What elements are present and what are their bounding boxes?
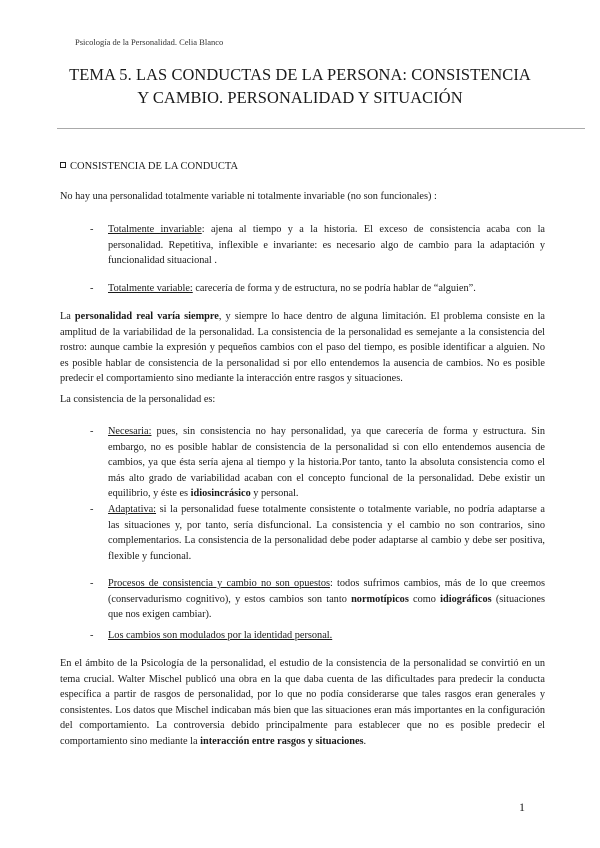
section-heading [60,161,238,172]
dash-bullet: - [90,504,94,515]
section-heading-text: CONSISTENCIA DE LA CONDUCTA [70,161,239,172]
list-item [90,576,545,623]
list-term: Los cambios son modulados por la identidad personal. [108,630,333,641]
list-item [90,222,545,269]
paragraph-intro: No hay una personalidad totalmente variable ni totalmente invariable (no son funcionales) : [60,191,437,202]
list-term: Totalmente variable: [108,283,193,294]
dash-bullet: - [90,224,94,235]
list-text: pues, sin consistencia no hay personalidad, ya que carecería de forma y estructura. Sin embargo, no es posible hablar de consistencia de la personalidad si con ello entendemos ausencia de cambios, ya que ésta sería ajena al tiempo y la historia.Por tanto, tanto la absoluta consistencia como el más alto grado de variabilidad acaban con el concepto funcional de la personalidad. Debe existir un equilibrio, y éste es [108,426,545,499]
list-term: Adaptativa: [108,504,157,515]
list-text: si la personalidad fuese totalmente consistente o totalmente variable, no podría adaptarse a las situaciones y, por tanto, sería disfuncional. La consistencia y el cambio no son contrarios, sino complementarios. La consistencia de la personalidad debe poder adaptarse al cambio y debe ser positiva, flexible y funcional. [108,504,545,562]
list-item [90,502,545,564]
title-line-1: TEMA 5. LAS CONDUCTAS DE LA PERSONA: CONSISTENCIA [69,65,531,84]
list-term: Totalmente invariable [108,224,202,235]
list-term: Necesaria: [108,426,152,437]
bold-phrase: personalidad real varía siempre [74,311,219,322]
title-divider [57,128,585,129]
page-number: 1 [519,800,525,814]
list-item [90,628,545,644]
list-item [90,424,545,502]
list-text: : todos sufrimos cambios, más de lo que creemos (conservadurismo cognitivo), y estos cambios son tanto [108,578,546,605]
text-span: . [363,735,367,747]
list-item [90,281,545,297]
bold-term: idiosincrásico [190,488,251,499]
dash-bullet: - [90,578,94,589]
list-text: (situaciones que nos exigen cambiar). [108,593,546,620]
square-bullet-icon [60,162,66,168]
dash-bullet: - [90,426,94,437]
running-header: Psicología de la Personalidad. Celia Blanco [75,37,224,47]
list-text: y personal. [250,488,299,499]
list-text: : ajena al tiempo y a la historia. El exceso de consistencia acaba con la personalidad. Repetitiva, inflexible e invariante: es necesario algo de cambio para la adaptación y funcionalidad situacional . [108,224,545,266]
list-term: Procesos de consistencia y cambio no son opuestos [108,578,330,589]
dash-bullet: - [90,630,94,641]
paragraph-variability [60,309,545,387]
text-span: En el ámbito de la Psicología de la personalidad, el estudio de la consistencia de la personalidad se convirtió en un tema crucial. Walter Mischel publicó una obra en la que daba cuenta de las dificultades para predecir la conducta específica a partir de rasgos de personalidad, por lo que no podía considerarse que tales rasgos eran generales y consistentes. Los datos que Mischel indicaban más bien que las situaciones eran más importantes en la configuración del comportamiento. La controversia debido principalmente para establecer que no es posible predecir el comportamiento sino mediante la [60,658,545,747]
text-span: , y siempre lo hace dentro de alguna limitación. El problema consiste en la amplitud de la variabilidad de la personalidad. La consistencia de la personalidad es semejante a la consistencia del rostro: aunque cambie la expresión y pequeños cambios con el paso del tiempo, es posible identificar a alguien. No es posible hablar de consistencia de la personalidad si por ello entendemos la ausencia de cambios. No es posible predecir el comportamiento sino mediante la interacción entre rasgos y situaciones. [60,311,546,384]
paragraph-lead: La consistencia de la personalidad es: [60,394,216,405]
list-text: como [408,593,441,605]
text-span: La [60,311,75,322]
title-line-2: Y CAMBIO. PERSONALIDAD Y SITUACIÓN [137,88,463,107]
bold-term: normotípicos [351,593,409,605]
dash-bullet: - [90,283,94,294]
bold-phrase: interacción entre rasgos y situaciones [200,735,364,747]
paragraph-mischel [60,656,545,749]
list-text: carecería de forma y de estructura, no se podría hablar de “alguien”. [192,283,476,294]
bold-term: idiográficos [440,593,492,605]
chapter-title [40,63,560,109]
